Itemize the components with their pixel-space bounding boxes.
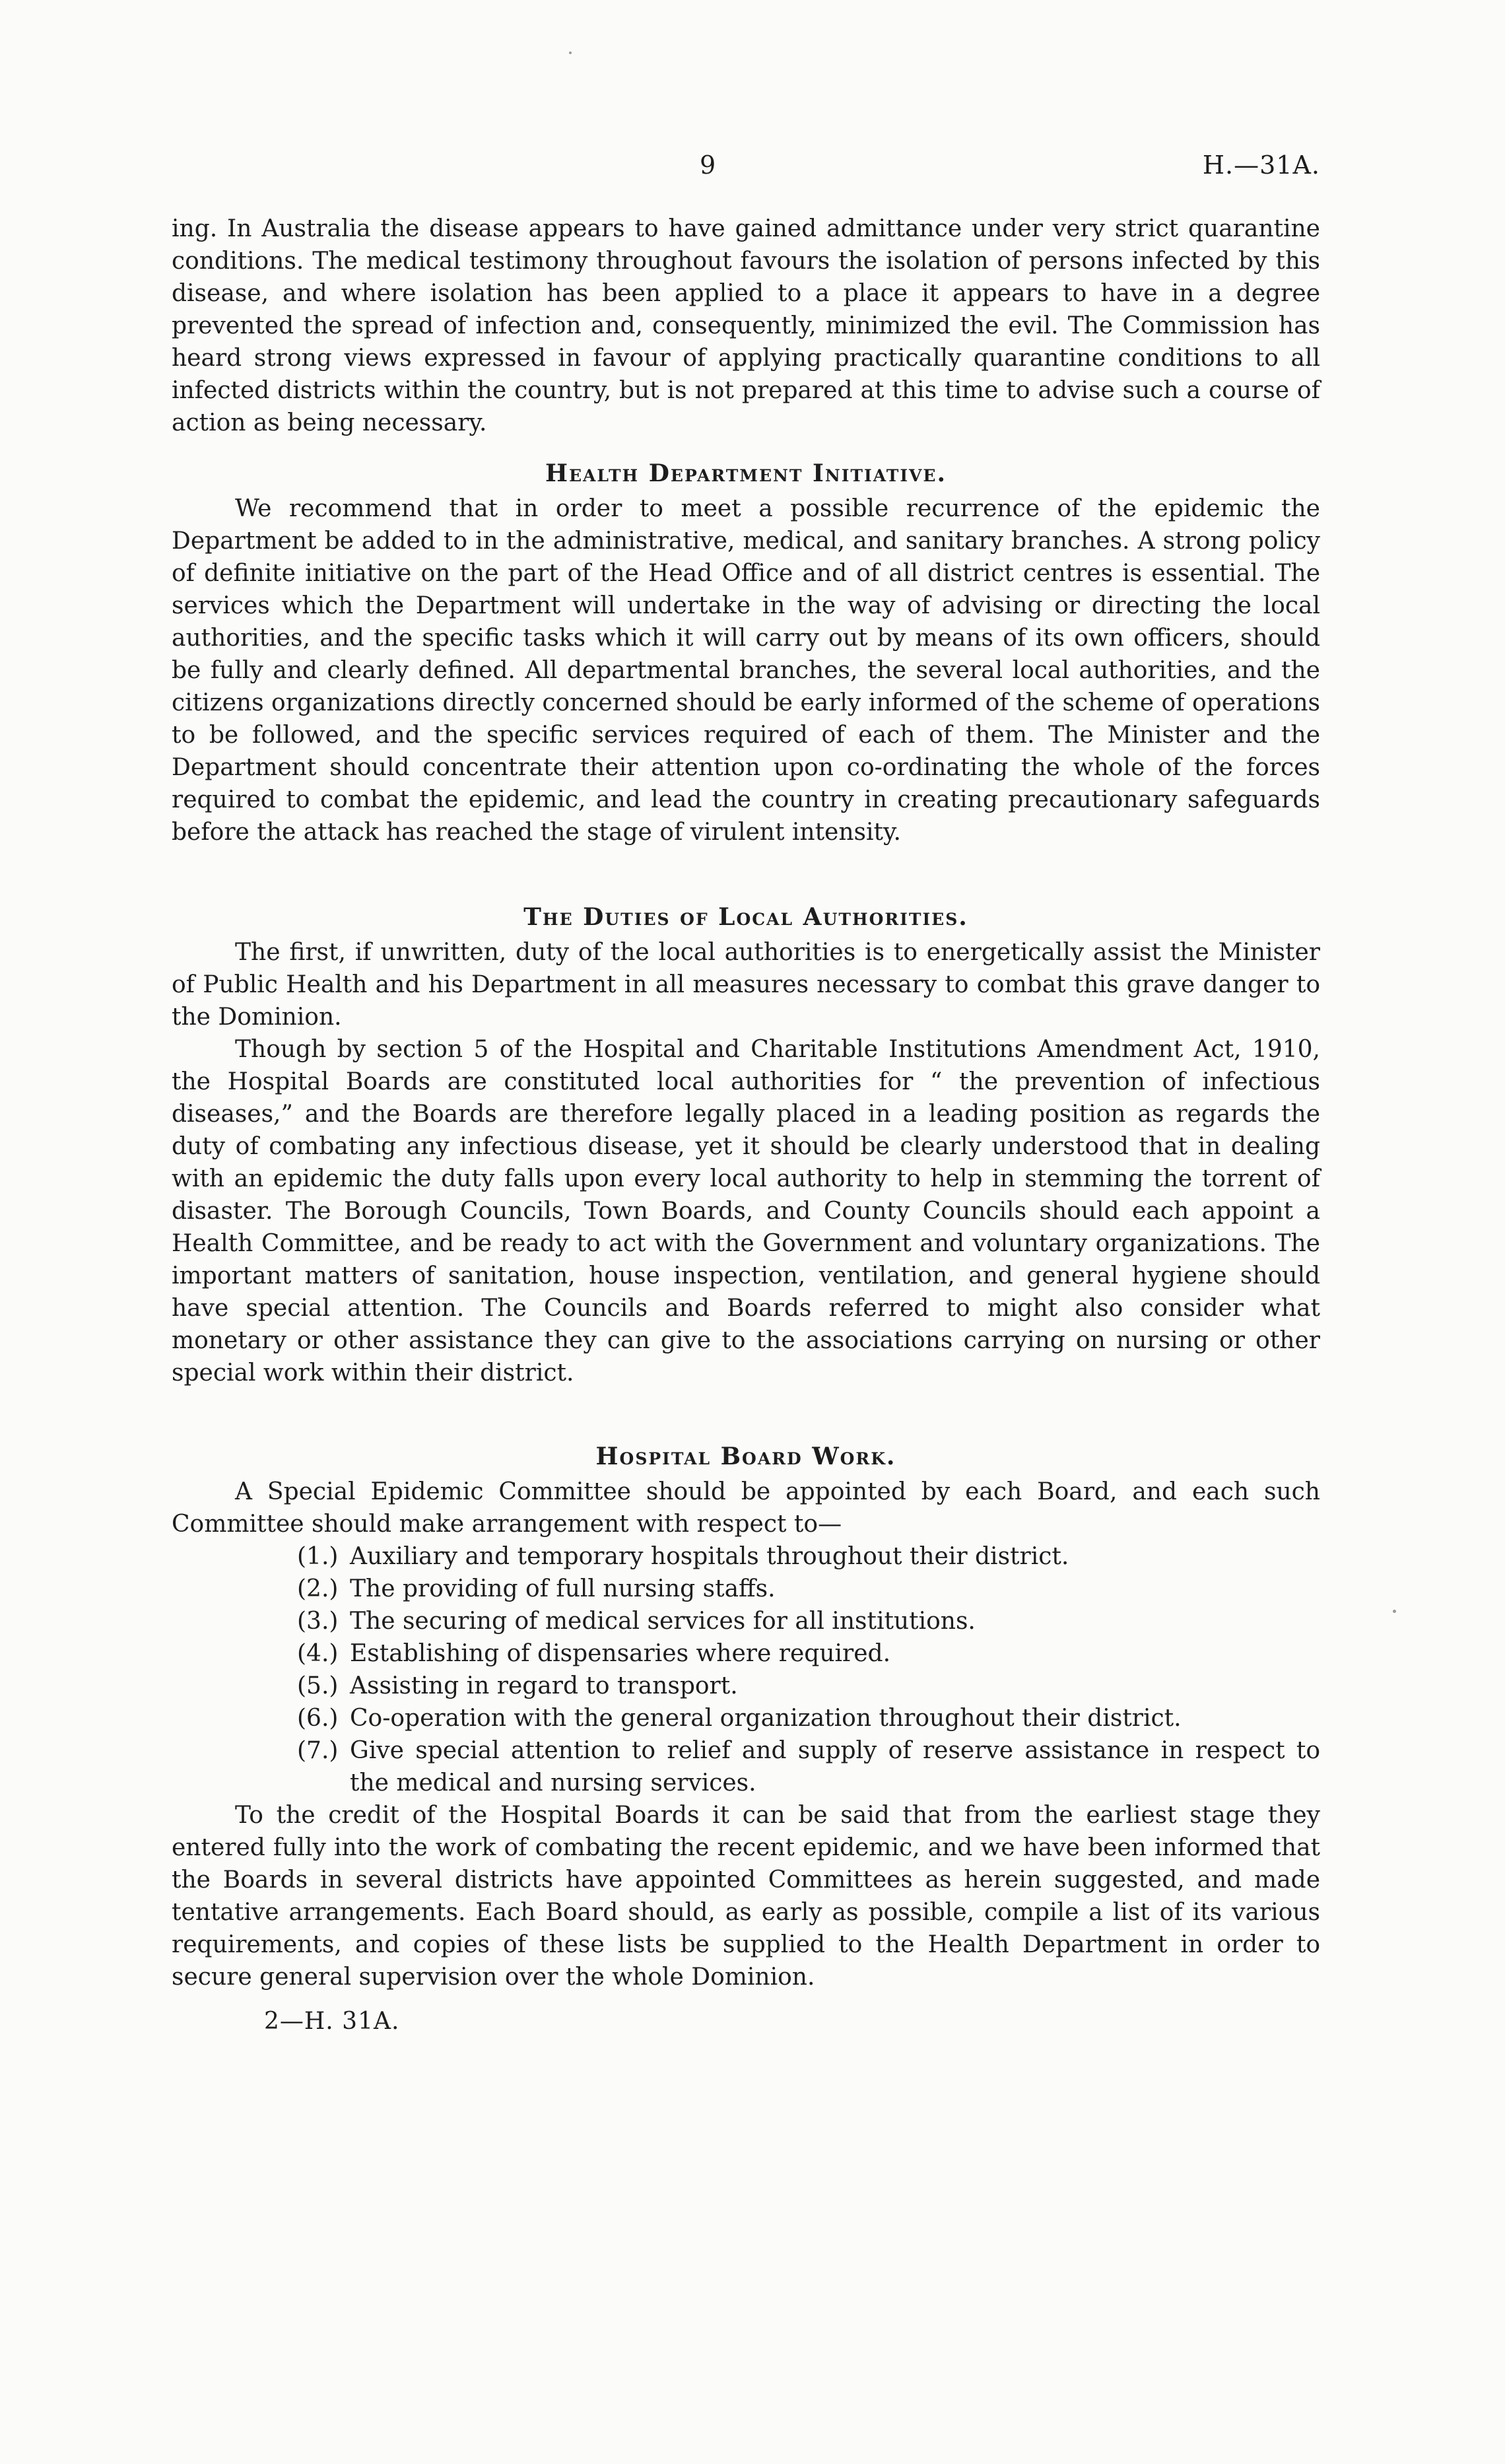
hospital-board-intro: A Special Epidemic Committee should be appointed by each Board, and each such Committee should make arrangement with respect to— <box>172 1478 1320 1538</box>
list-item-number: (7.) <box>297 1737 339 1764</box>
health-department-paragraph: We recommend that in order to meet a possible recurrence of the epidemic the Department be added to in the administrative, medical, and sanitary branches. A strong policy of definite initiative on the part of the Head Office and of all district centres is essential. The services which the Department will undertake in the way of advising or directing the local authorities, and the specific tasks which it will carry out by means of its own officers, should be fully and clearly defined. All departmental branches, the several local authorities, and the citizens organizations directly concerned should be early informed of the scheme of operations to be followed, and the specific services required of each of them. The Minister and the Department should concentrate their attention upon co-ordinating the whole of the forces required to combat the epidemic, and lead the country in creating precautionary safeguards before the attack has reached the stage of virulent intensity. <box>172 495 1320 846</box>
list-item <box>172 1573 1320 1605</box>
list-item <box>172 1637 1320 1670</box>
list-item-text: The securing of medical services for all institutions. <box>350 1608 976 1635</box>
list-item-number: (5.) <box>297 1672 339 1699</box>
list-item-text: Establishing of dispensaries where required. <box>350 1640 891 1667</box>
list-item <box>172 1605 1320 1637</box>
speck-mark <box>1393 1610 1396 1613</box>
local-authorities-paragraph-1: The first, if unwritten, duty of the local authorities is to energetically assist the Minister of Public Health and his Department in all measures necessary to combat this grave danger to the Dominion. <box>172 939 1320 1031</box>
list-item-number: (4.) <box>297 1640 339 1667</box>
document-reference: H.—31A. <box>1202 151 1320 180</box>
local-authorities-paragraph-2: Though by section 5 of the Hospital and Charitable Institutions Amendment Act, 1910, the Hospital Boards are constituted local authorities for “ the prevention of infectious diseases,” and the Boards are therefore legally placed in a leading position as regards the duty of combating any infectious disease, yet it should be clearly understood that in dealing with an epidemic the duty falls upon every local authority to help in stemming the torrent of disaster. The Borough Councils, Town Boards, and County Councils should each appoint a Health Committee, and be ready to act with the Government and voluntary organizations. The important matters of sanitation, house inspection, ventilation, and general hygiene should have special attention. The Councils and Boards referred to might also consider what monetary or other assistance they can give to the associations carrying on nursing or other special work within their district. <box>172 1036 1320 1386</box>
list-item <box>172 1734 1320 1799</box>
list-item-text: Auxiliary and temporary hospitals throughout their district. <box>350 1543 1069 1570</box>
list-item <box>172 1702 1320 1734</box>
hospital-board-closing-paragraph: To the credit of the Hospital Boards it can be said that from the earliest stage they entered fully into the work of combating the recent epidemic, and we have been informed that the Boards in several districts have appointed Committees as herein suggested, and made tentative arrangements. Each Board should, as early as possible, compile a list of its various requirements, and copies of these lists be supplied to the Health Department in order to secure general supervision over the whole Dominion. <box>172 1802 1320 1991</box>
list-item <box>172 1670 1320 1702</box>
list-item-text: Co-operation with the general organization throughout their district. <box>350 1705 1182 1732</box>
list-item-number: (2.) <box>297 1575 339 1602</box>
intro-paragraph: ing. In Australia the disease appears to have gained admittance under very strict quarantine conditions. The medical testimony throughout favours the isolation of persons infected by this disease, and where isolation has been applied to a place it appears to have in a degree prevented the spread of infection and, consequently, minimized the evil. The Commission has heard strong views expressed in favour of applying practically quarantine conditions to all infected districts within the country, but is not prepared at this time to advise such a course of action as being necessary. <box>172 215 1320 436</box>
list-item <box>172 1540 1320 1573</box>
signature-mark: 2—H. 31A. <box>264 2008 400 2035</box>
arrangement-list <box>172 1540 1320 1799</box>
page-body <box>172 213 1320 2037</box>
page-number: 9 <box>700 151 717 180</box>
section-heading-local-authorities: The Duties of Local Authorities. <box>523 903 968 931</box>
speck-mark <box>569 51 572 54</box>
section-heading-hospital-board: Hospital Board Work. <box>595 1443 896 1470</box>
page-header <box>172 151 1320 190</box>
section-heading-health-department: Health Department Initiative. <box>545 460 947 487</box>
list-item-number: (6.) <box>297 1705 339 1732</box>
list-item-number: (3.) <box>297 1608 339 1635</box>
list-item-text: Give special attention to relief and supply of reserve assistance in respect to the medical and nursing services. <box>350 1737 1320 1797</box>
list-item-text: The providing of full nursing staffs. <box>350 1575 776 1602</box>
list-item-text: Assisting in regard to transport. <box>350 1672 738 1699</box>
list-item-number: (1.) <box>297 1543 339 1570</box>
